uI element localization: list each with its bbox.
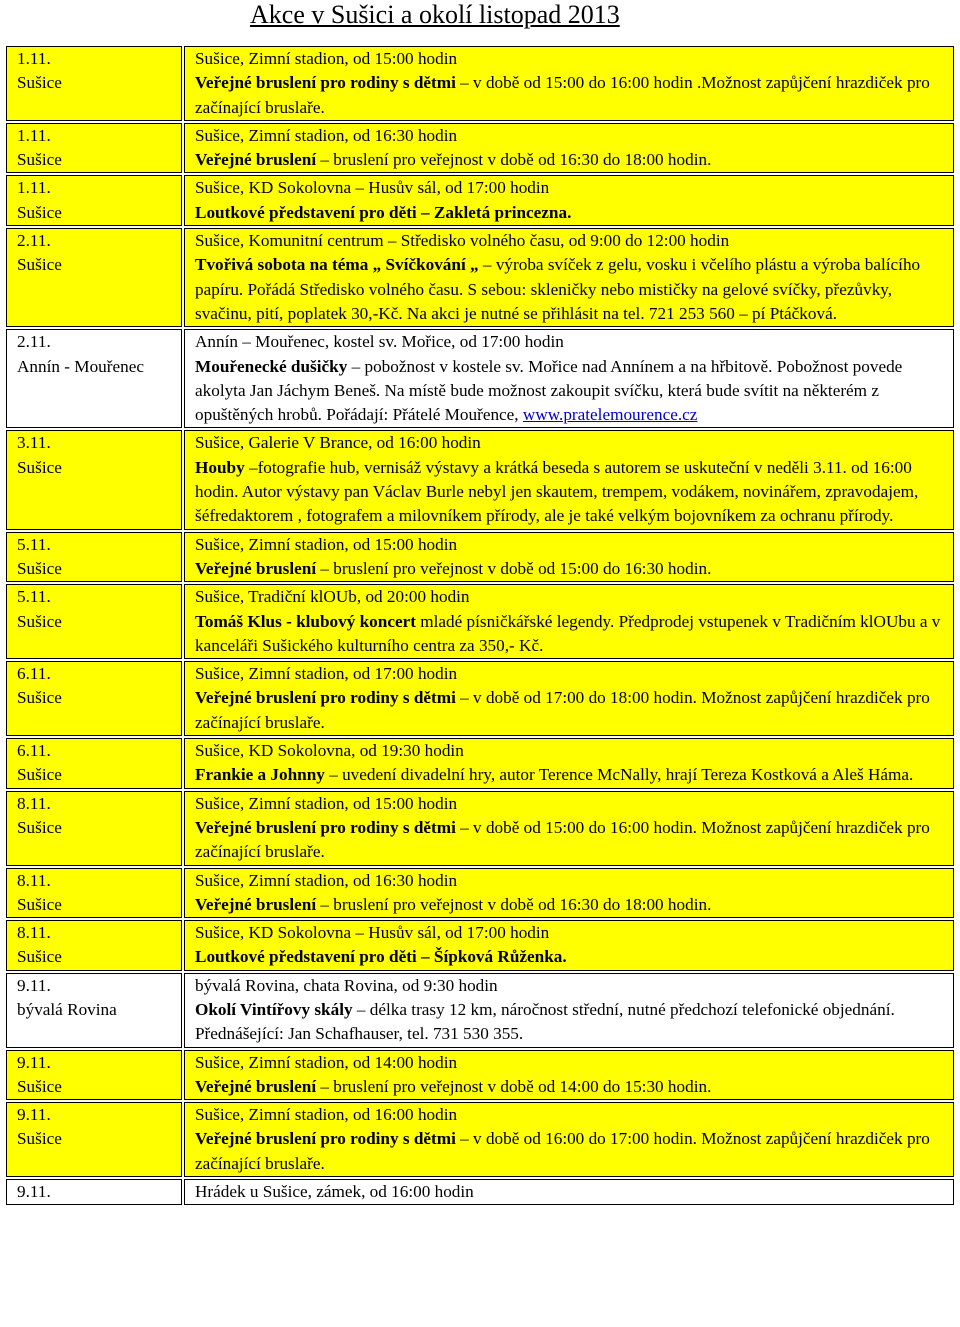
- event-place: Sušice: [17, 817, 62, 837]
- page-title: Akce v Sušici a okolí listopad 2013: [250, 0, 620, 29]
- event-date-cell: [6, 46, 182, 121]
- event-link[interactable]: www.pratelemourence.cz: [522, 405, 698, 425]
- event-detail-cell: [184, 973, 954, 1048]
- event-title: Houby: [195, 457, 245, 477]
- event-row: [6, 329, 954, 428]
- event-row: [6, 175, 954, 226]
- event-detail-cell: [184, 329, 954, 428]
- event-description: [195, 998, 947, 1047]
- event-date-cell: [6, 1179, 182, 1205]
- event-detail-cell: [184, 1179, 954, 1205]
- event-row: [6, 738, 954, 789]
- event-place: Sušice: [17, 765, 62, 785]
- event-row: [6, 1102, 954, 1177]
- event-text: –fotografie hub, vernisáž výstavy a krátká beseda s autorem se uskuteční v neděli 3.11. od 16:00 hodin. Autor výstavy pan Václav Burle nebyl jen skautem, trempem, vodákem, novinářem, zpravodajem, šéfredaktorem , fotografem a milovníkem přírody, ale je také velkým bojovníkem za ochranu přírody.: [195, 457, 919, 526]
- event-place: Sušice: [17, 73, 62, 93]
- event-text: – v době od 17:00 do 18:00 hodin. Možnost zapůjčení hrazdiček pro začínající bruslaře.: [195, 688, 930, 732]
- event-title: Veřejné bruslení pro rodiny s dětmi: [195, 1129, 456, 1149]
- event-venue: Sušice, Zimní stadion, od 15:00 hodin: [195, 49, 458, 68]
- event-title: Veřejné bruslení pro rodiny s dětmi: [195, 73, 456, 93]
- event-date: 5.11.: [17, 587, 51, 607]
- event-venue: Sušice, KD Sokolovna, od 19:30 hodin: [195, 741, 464, 761]
- event-title: Loutkové představení pro děti – Šípková Růženka.: [195, 947, 567, 967]
- event-date: 1.11.: [17, 49, 51, 68]
- event-description: [195, 686, 947, 735]
- event-date: 3.11.: [17, 433, 51, 453]
- event-description: [195, 816, 947, 865]
- event-text: – pobožnost v kostele sv. Mořice nad Annínem a na hřbitově. Pobožnost povede akolyta Jan Jáchym Beneš. Na místě bude možnost zakoupit svíčku, která bude svítit na některém z opuštěných hrobů. Pořádají: Přátelé Mouřence,: [195, 356, 903, 425]
- event-venue: Sušice, KD Sokolovna – Husův sál, od 17:00 hodin: [195, 923, 550, 943]
- event-detail-cell: [184, 661, 954, 736]
- event-date-cell: [6, 329, 182, 428]
- event-detail-cell: [184, 1050, 954, 1101]
- event-date-cell: [6, 1102, 182, 1177]
- event-place: Sušice: [17, 558, 62, 578]
- event-row: [6, 1179, 954, 1205]
- event-venue: Hrádek u Sušice, zámek, od 16:00 hodin: [195, 1182, 474, 1202]
- event-detail-cell: [184, 738, 954, 789]
- event-date: 9.11.: [17, 1182, 51, 1202]
- event-row: [6, 430, 954, 529]
- event-date-cell: [6, 661, 182, 736]
- event-title: Veřejné bruslení pro rodiny s dětmi: [195, 688, 456, 708]
- event-description: [195, 610, 947, 659]
- event-place: Sušice: [17, 202, 62, 222]
- event-detail-cell: [184, 584, 954, 659]
- event-detail-cell: [184, 228, 954, 327]
- event-description: [195, 355, 947, 428]
- event-description: [195, 1127, 947, 1176]
- event-description: [195, 253, 947, 326]
- event-row: [6, 228, 954, 327]
- event-date: 1.11.: [17, 125, 51, 145]
- event-date: 2.11.: [17, 332, 51, 352]
- event-row: [6, 1050, 954, 1101]
- event-date: 9.11.: [17, 1105, 51, 1125]
- event-place: Sušice: [17, 611, 62, 631]
- event-date-cell: [6, 791, 182, 866]
- event-date: 8.11.: [17, 870, 51, 890]
- event-text: – bruslení pro veřejnost v době od 16:30 do 18:00 hodin.: [316, 150, 712, 170]
- event-date: 8.11.: [17, 793, 51, 813]
- event-detail-cell: [184, 430, 954, 529]
- event-title: Okolí Vintířovy skály: [195, 999, 353, 1019]
- event-date: 5.11.: [17, 534, 51, 554]
- event-text: – bruslení pro veřejnost v době od 15:00 do 16:30 hodin.: [316, 558, 712, 578]
- event-date-cell: [6, 228, 182, 327]
- event-place: Sušice: [17, 457, 62, 477]
- event-detail-cell: [184, 175, 954, 226]
- event-description: [195, 763, 947, 787]
- event-date: 9.11.: [17, 975, 51, 995]
- event-place: Sušice: [17, 255, 62, 275]
- event-detail-cell: [184, 1102, 954, 1177]
- event-venue: Sušice, Zimní stadion, od 15:00 hodin: [195, 793, 458, 813]
- event-venue: Sušice, Zimní stadion, od 17:00 hodin: [195, 664, 458, 684]
- event-description: [195, 1075, 947, 1099]
- event-text: – výroba svíček z gelu, vosku i včelího plástu a výroba balícího papíru. Pořádá Středisko volného času. S sebou: skleničky nebo mističky na gelové svíčky, přezůvky, svačinu, pití, poplatek 30,-Kč. Na akci je nutné se přihlásit na tel. 721 253 560 – pí Ptáčková.: [195, 255, 921, 323]
- event-text: – v době od 15:00 do 16:00 hodin .Možnost zapůjčení hrazdiček pro začínající bruslaře.: [195, 73, 930, 117]
- event-text: – v době od 16:00 do 17:00 hodin. Možnost zapůjčení hrazdiček pro začínající bruslaře.: [195, 1129, 930, 1173]
- event-description: [195, 456, 947, 529]
- event-row: [6, 46, 954, 121]
- event-place: Sušice: [17, 688, 62, 708]
- event-date-cell: [6, 175, 182, 226]
- event-row: [6, 868, 954, 919]
- event-date: 2.11.: [17, 231, 51, 251]
- event-date-cell: [6, 430, 182, 529]
- event-text: – bruslení pro veřejnost v době od 14:00 do 15:30 hodin.: [316, 1076, 712, 1096]
- event-venue: Sušice, Galerie V Brance, od 16:00 hodin: [195, 433, 481, 453]
- event-row: [6, 661, 954, 736]
- event-description: [195, 148, 947, 172]
- event-place: Sušice: [17, 150, 62, 170]
- event-date: 9.11.: [17, 1052, 51, 1072]
- event-text: – v době od 15:00 do 16:00 hodin. Možnost zapůjčení hrazdiček pro začínající bruslaře.: [195, 817, 930, 862]
- event-venue: Sušice, Tradiční klOUb, od 20:00 hodin: [195, 587, 470, 607]
- event-venue: Sušice, Zimní stadion, od 16:30 hodin: [195, 870, 458, 890]
- event-text: – bruslení pro veřejnost v době od 16:30 do 18:00 hodin.: [316, 894, 712, 914]
- event-place: Annín - Mouřenec: [17, 356, 144, 376]
- event-description: [195, 71, 947, 120]
- event-detail-cell: [184, 532, 954, 583]
- event-title: Tomáš Klus - klubový koncert: [195, 611, 416, 631]
- event-title: Frankie a Johnny: [195, 765, 325, 785]
- event-place: Sušice: [17, 947, 62, 967]
- event-date: 6.11.: [17, 664, 51, 684]
- event-row: [6, 123, 954, 174]
- event-detail-cell: [184, 868, 954, 919]
- event-description: [195, 201, 947, 225]
- event-venue: Sušice, KD Sokolovna – Husův sál, od 17:00 hodin: [195, 178, 550, 198]
- events-table: [4, 44, 956, 1207]
- event-title: Tvořivá sobota na téma „ Svíčkování „: [195, 255, 479, 275]
- event-detail-cell: [184, 46, 954, 121]
- event-title: Veřejné bruslení: [195, 150, 317, 170]
- event-title: Veřejné bruslení: [195, 558, 317, 578]
- event-title: Mouřenecké dušičky: [195, 356, 348, 376]
- event-date: 1.11.: [17, 178, 51, 198]
- event-venue: Sušice, Zimní stadion, od 14:00 hodin: [195, 1052, 458, 1072]
- event-date-cell: [6, 868, 182, 919]
- event-title: Veřejné bruslení: [195, 894, 317, 914]
- event-date: 8.11.: [17, 923, 51, 943]
- event-detail-cell: [184, 791, 954, 866]
- event-place: Sušice: [17, 894, 62, 914]
- event-text: – uvedení divadelní hry, autor Terence McNally, hrají Tereza Kostková a Aleš Háma.: [324, 765, 914, 785]
- event-venue: Sušice, Zimní stadion, od 16:30 hodin: [195, 125, 458, 145]
- event-place: Sušice: [17, 1129, 62, 1149]
- event-title: Loutkové představení pro děti – Zakletá princezna.: [195, 202, 572, 222]
- event-date-cell: [6, 584, 182, 659]
- event-place: bývalá Rovina: [17, 999, 117, 1019]
- event-date-cell: [6, 1050, 182, 1101]
- event-date-cell: [6, 920, 182, 971]
- event-row: [6, 532, 954, 583]
- event-venue: Sušice, Zimní stadion, od 15:00 hodin: [195, 534, 458, 554]
- event-date-cell: [6, 123, 182, 174]
- event-title: Veřejné bruslení pro rodiny s dětmi: [195, 817, 456, 837]
- event-description: [195, 557, 947, 581]
- event-venue: Sušice, Komunitní centrum – Středisko volného času, od 9:00 do 12:00 hodin: [195, 231, 730, 251]
- event-date-cell: [6, 532, 182, 583]
- event-venue: bývalá Rovina, chata Rovina, od 9:30 hodin: [195, 975, 498, 995]
- event-detail-cell: [184, 123, 954, 174]
- event-text: mladé písničkářské legendy. Předprodej vstupenek v Tradičním klOUbu a v kanceláři Sušického kulturního centra za 350,- Kč.: [195, 611, 941, 655]
- event-detail-cell: [184, 920, 954, 971]
- event-row: [6, 584, 954, 659]
- event-description: [195, 945, 947, 969]
- event-date-cell: [6, 973, 182, 1048]
- event-venue: Sušice, Zimní stadion, od 16:00 hodin: [195, 1105, 458, 1125]
- event-row: [6, 973, 954, 1048]
- event-row: [6, 791, 954, 866]
- event-place: Sušice: [17, 1076, 62, 1096]
- event-venue: Annín – Mouřenec, kostel sv. Mořice, od 17:00 hodin: [195, 332, 564, 352]
- event-date-cell: [6, 738, 182, 789]
- event-text: – délka trasy 12 km, náročnost střední, nutné předchozí telefonické objednání. Přednášející: Jan Schafhauser, tel. 731 530 355.: [195, 999, 895, 1044]
- event-description: [195, 893, 947, 917]
- event-row: [6, 920, 954, 971]
- event-date: 6.11.: [17, 741, 51, 761]
- event-title: Veřejné bruslení: [195, 1076, 317, 1096]
